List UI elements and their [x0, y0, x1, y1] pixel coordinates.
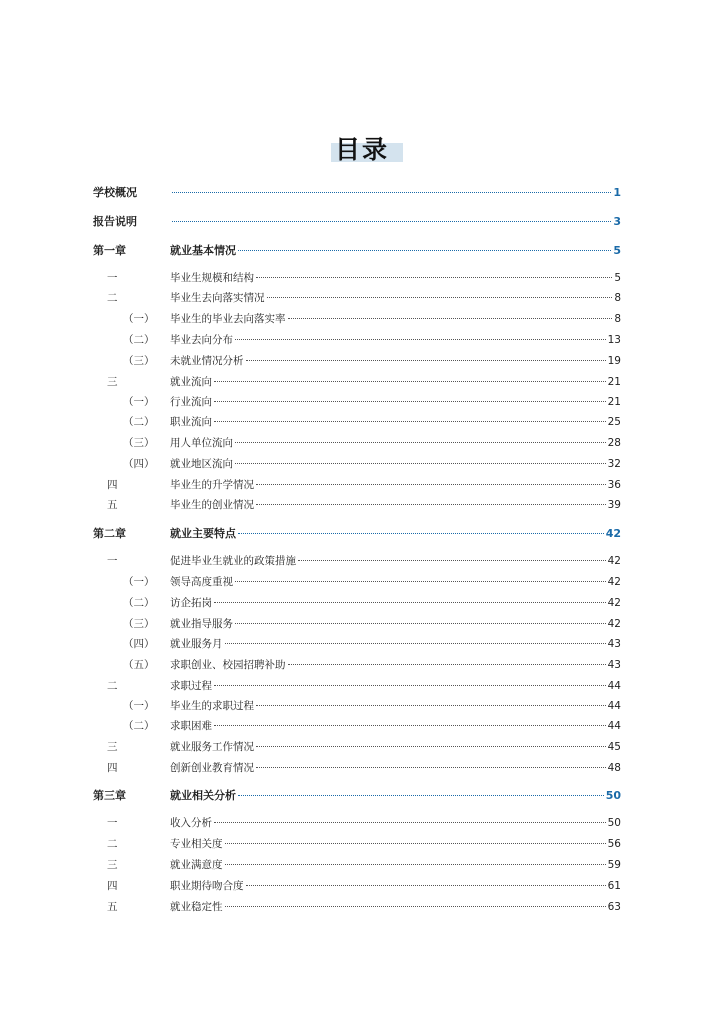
toc-entry-page-number: 8	[614, 292, 621, 304]
toc-entry-leader-line	[170, 289, 621, 307]
toc-entry-page-number: 56	[607, 838, 621, 850]
toc-entry[interactable]	[93, 594, 621, 612]
dot-leader	[238, 795, 604, 796]
toc-entry-number: 二	[107, 292, 118, 304]
toc-entry-page-number: 43	[607, 659, 621, 671]
toc-entry-page-number: 8	[614, 313, 621, 325]
toc-entry[interactable]	[93, 496, 621, 514]
toc-entry-number: （三）	[123, 437, 155, 449]
toc-entry[interactable]	[93, 434, 621, 452]
toc-entry-page-number: 5	[614, 272, 621, 284]
toc-entry-title: 就业指导服务	[170, 618, 233, 630]
toc-entry-number: （二）	[123, 416, 155, 428]
toc-entry[interactable]	[93, 393, 621, 411]
toc-entry-number: 一	[107, 817, 118, 829]
toc-entry-leader-line	[170, 759, 621, 777]
toc-entry-leader-line	[170, 352, 621, 370]
toc-entry-number: （一）	[123, 396, 155, 408]
toc-entry-title: 毕业生规模和结构	[170, 272, 254, 284]
toc-entry-leader-line	[170, 310, 621, 328]
toc-entry-title: 求职创业、校园招聘补助	[170, 659, 286, 671]
toc-entry-page-number: 61	[607, 880, 621, 892]
toc-entry-leader-line	[170, 496, 621, 514]
toc-entry[interactable]	[93, 635, 621, 653]
toc-entry-leader-line	[170, 677, 621, 695]
toc-entry[interactable]	[93, 310, 621, 328]
toc-entry-number: 一	[107, 555, 118, 567]
toc-entry-leader-line	[170, 552, 621, 570]
toc-entry-title: 毕业生的求职过程	[170, 700, 254, 712]
dot-leader	[235, 581, 606, 582]
toc-entry-title: 创新创业教育情况	[170, 762, 254, 774]
toc-entry-number: 三	[107, 376, 118, 388]
toc-entry-number: （四）	[123, 458, 155, 470]
dot-leader	[214, 401, 606, 402]
dot-leader	[225, 843, 606, 844]
toc-entry-page-number: 39	[607, 499, 621, 511]
toc-entry-page-number: 43	[607, 638, 621, 650]
toc-entry-title: 就业主要特点	[170, 527, 236, 540]
toc-entry-number: 第二章	[93, 527, 126, 540]
toc-entry[interactable]	[93, 697, 621, 715]
toc-entry-title: 就业服务工作情况	[170, 741, 254, 753]
toc-entry-number: 二	[107, 680, 118, 692]
dot-leader	[256, 504, 606, 505]
toc-entry-number: （二）	[123, 334, 155, 346]
toc-entry-number: （一）	[123, 700, 155, 712]
dot-leader	[214, 421, 606, 422]
dot-leader	[235, 623, 606, 624]
toc-entry-leader-line	[170, 717, 621, 735]
toc-entry-page-number: 42	[607, 555, 621, 567]
dot-leader	[256, 277, 612, 278]
toc-entry-leader-line	[170, 573, 621, 591]
dot-leader	[235, 442, 606, 443]
dot-leader	[214, 685, 606, 686]
toc-entry-leader-line	[170, 697, 621, 715]
toc-entry-title: 专业相关度	[170, 838, 223, 850]
toc-entry-leader-line	[170, 525, 621, 543]
toc-entry-number: （五）	[123, 659, 155, 671]
toc-entry-page-number: 36	[607, 479, 621, 491]
toc-entry-number: 五	[107, 499, 118, 511]
toc-entry-number: 第三章	[93, 789, 126, 802]
toc-entry[interactable]	[93, 717, 621, 735]
toc-entry-number: 五	[107, 901, 118, 913]
toc-entry-page-number: 42	[605, 527, 621, 540]
dot-leader	[172, 221, 611, 222]
toc-entry[interactable]	[93, 184, 621, 202]
toc-entry-title: 用人单位流向	[170, 437, 233, 449]
toc-entry[interactable]	[93, 552, 621, 570]
toc-title-block	[0, 130, 724, 170]
dot-leader	[298, 560, 606, 561]
toc-entry-leader-line	[170, 738, 621, 756]
dot-leader	[246, 360, 606, 361]
toc-entry-number: （三）	[123, 618, 155, 630]
toc-entry-title: 毕业去向分布	[170, 334, 233, 346]
toc-entry[interactable]	[93, 573, 621, 591]
toc-entry-leader-line	[170, 184, 621, 202]
toc-entry[interactable]	[93, 289, 621, 307]
dot-leader	[214, 602, 606, 603]
dot-leader	[214, 381, 606, 382]
toc-entry-number: 三	[107, 859, 118, 871]
toc-entry-leader-line	[170, 898, 621, 916]
toc-entry-page-number: 21	[607, 396, 621, 408]
toc-entry-page-number: 32	[607, 458, 621, 470]
toc-entry-title: 职业期待吻合度	[170, 880, 244, 892]
toc-entry-title: 毕业生的创业情况	[170, 499, 254, 511]
toc-entry[interactable]	[93, 759, 621, 777]
toc-entry-number: 四	[107, 762, 118, 774]
toc-entry-page-number: 44	[607, 680, 621, 692]
toc-entry-number: （三）	[123, 355, 155, 367]
dot-leader	[214, 822, 606, 823]
page-title: 目录	[334, 135, 389, 164]
toc-entry[interactable]	[93, 242, 621, 260]
toc-entry-leader-line	[170, 787, 621, 805]
toc-entry-page-number: 19	[607, 355, 621, 367]
toc-entry[interactable]	[93, 413, 621, 431]
dot-leader	[288, 318, 613, 319]
toc-entry-title: 就业满意度	[170, 859, 223, 871]
dot-leader	[256, 705, 606, 706]
toc-entry[interactable]	[93, 615, 621, 633]
toc-entry-leader-line	[170, 594, 621, 612]
toc-entry-leader-line	[170, 835, 621, 853]
dot-leader	[172, 192, 611, 193]
dot-leader	[256, 484, 606, 485]
toc-entry-number: 学校概况	[93, 186, 137, 199]
toc-entry[interactable]	[93, 835, 621, 853]
toc-entry-title: 求职困难	[170, 720, 212, 732]
toc-entry-title: 就业服务月	[170, 638, 223, 650]
toc-entry-leader-line	[170, 393, 621, 411]
toc-entry-leader-line	[170, 213, 621, 231]
dot-leader	[225, 643, 606, 644]
toc-entry-page-number: 59	[607, 859, 621, 871]
toc-entry-number: 四	[107, 880, 118, 892]
toc-entry-page-number: 44	[607, 700, 621, 712]
toc-entry[interactable]	[93, 213, 621, 231]
toc-entry-title: 就业流向	[170, 376, 212, 388]
dot-leader	[256, 767, 606, 768]
toc-entry[interactable]	[93, 455, 621, 473]
toc-entry[interactable]	[93, 352, 621, 370]
dot-leader	[235, 339, 606, 340]
toc-entry[interactable]	[93, 476, 621, 494]
toc-entry-leader-line	[170, 856, 621, 874]
toc-entry-number: 二	[107, 838, 118, 850]
dot-leader	[238, 533, 604, 534]
toc-entry-number: （二）	[123, 597, 155, 609]
toc-entry-leader-line	[170, 455, 621, 473]
toc-entry-page-number: 63	[607, 901, 621, 913]
toc-entry-leader-line	[170, 331, 621, 349]
toc-entry[interactable]	[93, 525, 621, 543]
toc-entry-title: 就业基本情况	[170, 244, 236, 257]
toc-entry-number: （一）	[123, 313, 155, 325]
toc-entry-page-number: 25	[607, 416, 621, 428]
toc-entry[interactable]	[93, 656, 621, 674]
toc-entry-page-number: 28	[607, 437, 621, 449]
toc-entry-title: 就业相关分析	[170, 789, 236, 802]
toc-entry[interactable]	[93, 738, 621, 756]
toc-entry-title: 求职过程	[170, 680, 212, 692]
toc-entry-leader-line	[170, 877, 621, 895]
toc-entry-page-number: 1	[613, 186, 621, 199]
toc-entry[interactable]	[93, 331, 621, 349]
toc-entry-page-number: 13	[607, 334, 621, 346]
toc-entry-leader-line	[170, 476, 621, 494]
toc-entry-number: （二）	[123, 720, 155, 732]
toc-entry-page-number: 50	[605, 789, 621, 802]
dot-leader	[225, 906, 606, 907]
toc-entry-leader-line	[170, 656, 621, 674]
toc-entry[interactable]	[93, 373, 621, 391]
toc-entry-number: 四	[107, 479, 118, 491]
toc-entry-leader-line	[170, 615, 621, 633]
toc-entry-page-number: 5	[613, 244, 621, 257]
toc-entry-page-number: 3	[613, 215, 621, 228]
toc-entry-title: 行业流向	[170, 396, 212, 408]
toc-entry[interactable]	[93, 898, 621, 916]
toc-entry-number: （一）	[123, 576, 155, 588]
toc-entry-page-number: 50	[607, 817, 621, 829]
dot-leader	[246, 885, 606, 886]
dot-leader	[214, 725, 606, 726]
toc-entry-page-number: 45	[607, 741, 621, 753]
toc-entry[interactable]	[93, 787, 621, 805]
dot-leader	[235, 463, 606, 464]
toc-entry-leader-line	[170, 434, 621, 452]
toc-entry-page-number: 48	[607, 762, 621, 774]
toc-entry-title: 毕业生的毕业去向落实率	[170, 313, 286, 325]
toc-entry-number: 第一章	[93, 244, 126, 257]
toc-entry-page-number: 21	[607, 376, 621, 388]
toc-entry-leader-line	[170, 373, 621, 391]
toc-entry-title: 毕业生去向落实情况	[170, 292, 265, 304]
toc-entry-page-number: 42	[607, 618, 621, 630]
toc-entry-title: 未就业情况分析	[170, 355, 244, 367]
toc-entry[interactable]	[93, 269, 621, 287]
dot-leader	[238, 250, 611, 251]
toc-entry-leader-line	[170, 242, 621, 260]
toc-entry[interactable]	[93, 856, 621, 874]
dot-leader	[256, 746, 606, 747]
toc-entry-title: 就业稳定性	[170, 901, 223, 913]
toc-entry-page-number: 42	[607, 597, 621, 609]
toc-entry-leader-line	[170, 635, 621, 653]
toc-entry-leader-line	[170, 269, 621, 287]
toc-entry-leader-line	[170, 814, 621, 832]
toc-entry-number: （四）	[123, 638, 155, 650]
dot-leader	[225, 864, 606, 865]
dot-leader	[267, 297, 613, 298]
toc-entry-title: 访企拓岗	[170, 597, 212, 609]
toc-entry-title: 职业流向	[170, 416, 212, 428]
toc-entry[interactable]	[93, 814, 621, 832]
toc-entry-title: 促进毕业生就业的政策措施	[170, 555, 296, 567]
dot-leader	[288, 664, 606, 665]
toc-entry-number: 报告说明	[93, 215, 137, 228]
toc-entry-number: 一	[107, 272, 118, 284]
toc-entry-title: 领导高度重视	[170, 576, 233, 588]
toc-entry-number: 三	[107, 741, 118, 753]
toc-entry-title: 毕业生的升学情况	[170, 479, 254, 491]
toc-entry[interactable]	[93, 877, 621, 895]
toc-entry-page-number: 44	[607, 720, 621, 732]
toc-entry-title: 就业地区流向	[170, 458, 233, 470]
toc-entry-title: 收入分析	[170, 817, 212, 829]
toc-entry-page-number: 42	[607, 576, 621, 588]
toc-entry-leader-line	[170, 413, 621, 431]
toc-entry[interactable]	[93, 677, 621, 695]
